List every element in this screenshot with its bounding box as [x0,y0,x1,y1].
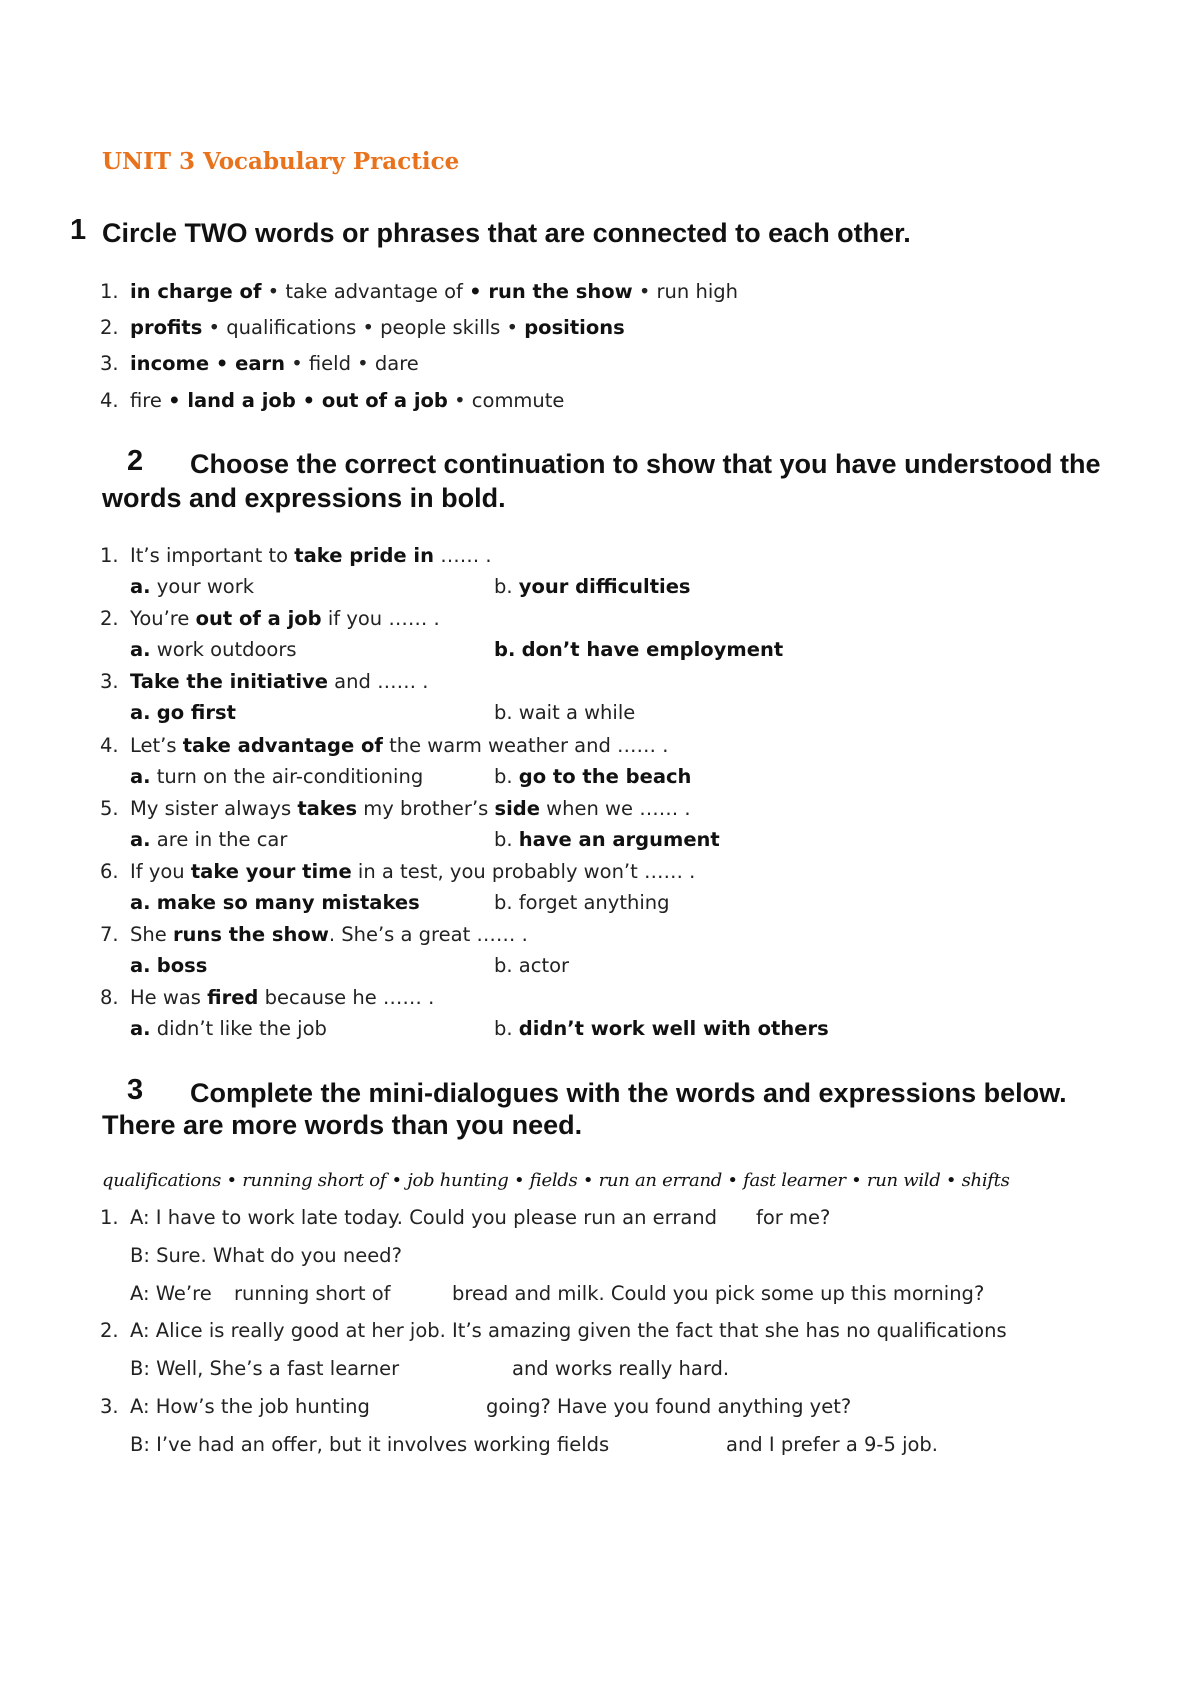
section-1-item [100,316,625,339]
section-2-heading-line1: Choose the correct continuation to show that you have understood the [190,449,1101,479]
text-run: take your time [190,860,352,883]
dialogue-3-line-2: B: I’ve had an offer, but it involves working fields [130,1433,610,1456]
text-run: side [494,797,540,820]
question-stem [100,923,528,946]
option-a-label: a. [130,765,151,788]
option-b-label: b. [494,828,513,851]
dialogue-1-line-3-end: bread and milk. Could you pick some up this morning? [452,1282,985,1305]
option-a-label: a. [130,575,151,598]
option-a [130,954,207,977]
dialogue-2-line-2: B: Well, She’s a fast learner [130,1357,400,1380]
page-title: UNIT 3 Vocabulary Practice [102,148,460,175]
option-b-label: b. [494,765,513,788]
item-number: 4. [100,389,119,412]
option-a-text: boss [156,954,208,977]
dialogue-3-line-2-end: and I prefer a 9-5 job. [726,1433,938,1456]
dialogue-3-line-1: A: How’s the job hunting [130,1395,370,1418]
dialogue-1-number: 1. [100,1206,119,1229]
text-run: if you …… . [321,607,440,630]
text-run: Let’s [130,734,183,757]
dialogue-3-line-1-end: going? Have you found anything yet? [486,1395,852,1418]
text-run: when we …… . [539,797,691,820]
text-run: take advantage of [182,734,383,757]
dialogue-1-line-3-start: A: We’re [130,1282,212,1305]
option-b [494,765,691,788]
text-run: • commute [447,389,565,412]
option-a-text: go first [156,701,236,724]
option-a [130,828,287,851]
text-run: Take the initiative [130,670,328,693]
option-a-text: didn’t like the job [156,1017,327,1040]
dialogue-3-number: 3. [100,1395,119,1418]
dialogue-2-line-2-end: and works really hard. [512,1357,730,1380]
text-run: • run high [632,280,738,303]
dialogue-1-line-1: A: I have to work late today. Could you please run an errand [130,1206,718,1229]
text-run: • land a job • out of a job [168,389,448,412]
text-run: fire [130,389,169,412]
question-stem [100,544,492,567]
option-b-text: forget anything [518,891,670,914]
text-run: the warm weather and …… . [382,734,669,757]
section-2-number: 2 [127,445,144,477]
text-run: He was [130,986,208,1009]
text-run: • field • dare [285,352,419,375]
text-run: My sister always [130,797,298,820]
option-a-label: a. [130,828,151,851]
section-1-item [100,280,738,303]
question-number: 8. [100,986,119,1009]
option-a-label: a. [130,1017,151,1040]
text-run: take pride in [294,544,435,567]
question-number: 2. [100,607,119,630]
option-b-text: wait a while [518,701,636,724]
option-a [130,638,297,661]
option-b [494,954,569,977]
text-run: …… . [434,544,492,567]
text-run: You’re [130,607,196,630]
question-number: 1. [100,544,119,567]
text-run: out of a job [195,607,322,630]
text-run: takes [297,797,358,820]
option-b-label: b. [494,1017,513,1040]
dialogue-2-line-1: A: Alice is really good at her job. It’s amazing given the fact that she has no qualifications [130,1319,1007,1342]
option-b [494,1017,829,1040]
question-stem [100,734,668,757]
text-run: She [130,923,173,946]
question-stem [100,670,428,693]
text-run: positions [524,316,625,339]
option-b-text: actor [518,954,570,977]
question-number: 4. [100,734,119,757]
option-b-text: don’t have employment [521,638,784,661]
text-run: and …… . [327,670,429,693]
question-number: 3. [100,670,119,693]
word-box: qualifications • running short of • job hunting • fields • run an errand • fast learner • run wild • shifts [102,1170,1010,1191]
option-a-label: a. [130,701,151,724]
section-2-heading-line2: words and expressions in bold. [102,483,506,513]
text-run: fired [207,986,259,1009]
option-b [494,701,635,724]
option-b-label: b. [494,954,513,977]
section-1-number: 1 [70,214,87,246]
option-b [494,828,720,851]
option-a [130,891,420,914]
option-a [130,701,236,724]
option-b-text: didn’t work well with others [518,1017,829,1040]
option-a [130,575,254,598]
question-number: 7. [100,923,119,946]
section-1-item [100,352,419,375]
text-run: because he …… . [258,986,435,1009]
option-b-text: have an argument [518,828,720,851]
text-run: in a test, you probably won’t …… . [351,860,696,883]
option-b-text: go to the beach [518,765,692,788]
option-a-label: a. [130,891,151,914]
option-a-label: a. [130,638,151,661]
section-3-heading-line1: Complete the mini-dialogues with the words and expressions below. [190,1078,1067,1108]
option-b-label: b. [494,701,513,724]
option-a [130,1017,327,1040]
option-b [494,638,783,661]
text-run: • qualifications • people skills • [202,316,525,339]
text-run: in charge of [130,280,262,303]
dialogue-1-answer: running short of [234,1282,391,1305]
dialogue-2-number: 2. [100,1319,119,1342]
question-stem [100,986,434,1009]
option-b-label: b. [494,575,513,598]
text-run: If you [130,860,191,883]
question-number: 6. [100,860,119,883]
text-run: runs the show [172,923,329,946]
option-a-text: make so many mistakes [156,891,420,914]
item-number: 1. [100,280,119,303]
text-run: It’s important to [130,544,295,567]
text-run: profits [130,316,203,339]
option-a-label: a. [130,954,151,977]
section-3-number: 3 [127,1074,144,1106]
text-run: income • earn [130,352,285,375]
option-a [130,765,423,788]
dialogue-1-line-1-end: for me? [756,1206,831,1229]
text-run: • take advantage of [261,280,470,303]
dialogue-1-line-2: B: Sure. What do you need? [130,1244,402,1267]
question-stem [100,607,440,630]
text-run: • run the show [469,280,633,303]
section-1-item [100,389,564,412]
text-run: . She’s a great …… . [328,923,528,946]
option-a-text: your work [156,575,255,598]
option-b-label: b. [494,638,516,661]
option-a-text: turn on the air-conditioning [156,765,424,788]
question-stem [100,860,695,883]
section-3-heading-line2: There are more words than you need. [102,1110,583,1140]
option-a-text: are in the car [156,828,288,851]
option-b-label: b. [494,891,513,914]
option-b-text: your difficulties [518,575,691,598]
option-a-text: work outdoors [156,638,297,661]
section-1-heading: Circle TWO words or phrases that are connected to each other. [102,218,911,248]
option-b [494,575,691,598]
option-b [494,891,669,914]
question-number: 5. [100,797,119,820]
item-number: 2. [100,316,119,339]
item-number: 3. [100,352,119,375]
text-run: my brother’s [357,797,495,820]
question-stem [100,797,691,820]
